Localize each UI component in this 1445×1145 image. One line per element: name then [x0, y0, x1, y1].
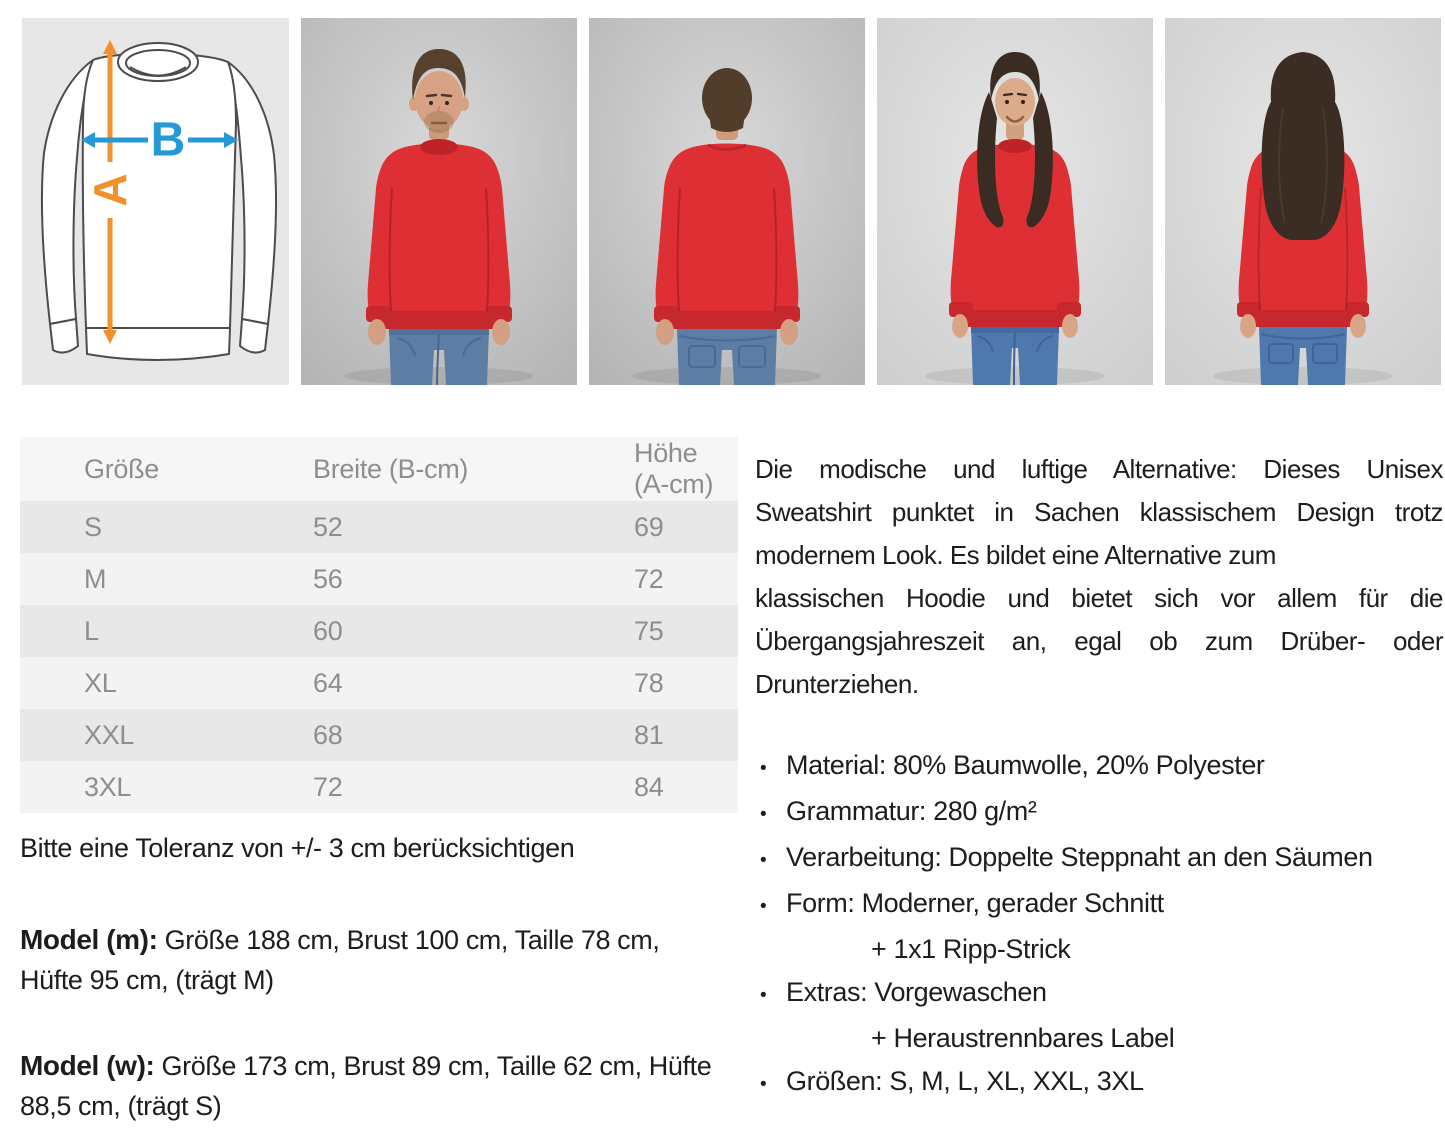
- size-table-header-row: [20, 437, 738, 501]
- table-cell: 64: [313, 667, 343, 698]
- product-info-section: [0, 437, 1445, 1126]
- feature-text: Extras: Vorgewaschen: [786, 977, 1047, 1007]
- male-front-photo-illustration: [301, 18, 577, 385]
- table-cell: XXL: [84, 719, 135, 750]
- feature-text: Grammatur: 280 g/m²: [786, 796, 1037, 826]
- table-row: [20, 605, 738, 657]
- table-cell: S: [84, 511, 102, 542]
- photo-female-back: [1165, 18, 1441, 385]
- feature-item: [755, 882, 1445, 928]
- jeans-front-w: [971, 327, 1059, 385]
- product-image-gallery: [0, 0, 1445, 385]
- sweatshirt-front: [366, 144, 512, 330]
- photo-male-front: [301, 18, 577, 385]
- table-row: [20, 657, 738, 709]
- model-m-label: Model (m):: [20, 924, 158, 955]
- bullet-icon: •: [760, 850, 767, 871]
- description-line: Übergangsjahreszeit an, egal ob zum Drüber- oder: [755, 626, 1443, 656]
- model-w-info: [20, 1046, 725, 1126]
- table-cell: 60: [313, 615, 343, 646]
- feature-text: Form: Moderner, gerader Schnitt: [786, 888, 1164, 918]
- model-w-label: Model (w):: [20, 1050, 155, 1081]
- table-cell: 3XL: [84, 771, 132, 802]
- bullet-icon: •: [760, 1074, 767, 1095]
- width-arrow-label: B: [150, 113, 186, 167]
- table-row: [20, 501, 738, 553]
- table-cell: 72: [313, 771, 343, 802]
- product-description: [755, 448, 1443, 706]
- size-table: [20, 437, 738, 813]
- table-cell: 75: [634, 615, 664, 646]
- table-cell: 84: [634, 771, 664, 802]
- sweatshirt-back: [654, 144, 800, 330]
- table-cell: 68: [313, 719, 343, 750]
- table-row: [20, 553, 738, 605]
- bullet-icon: •: [760, 985, 767, 1006]
- table-cell: 52: [313, 511, 343, 542]
- description-line: klassischen Hoodie und bietet sich vor allem für die: [755, 583, 1443, 613]
- feature-continuation: [755, 1017, 1445, 1060]
- col-header-width: Breite (B-cm): [313, 453, 469, 484]
- bullet-icon: •: [760, 804, 767, 825]
- table-cell: 72: [634, 563, 664, 594]
- description-line: Drunterziehen.: [755, 669, 919, 699]
- photo-male-back: [589, 18, 865, 385]
- feature-text: Material: 80% Baumwolle, 20% Polyester: [786, 750, 1265, 780]
- table-row: [20, 761, 738, 813]
- size-diagram-image: [22, 18, 289, 385]
- table-cell: L: [84, 615, 99, 646]
- feature-text: Größen: S, M, L, XL, XXL, 3XL: [786, 1066, 1144, 1096]
- height-arrow-label: A: [84, 173, 136, 207]
- bullet-icon: •: [760, 758, 767, 779]
- feature-item: [755, 836, 1445, 882]
- feature-list: [755, 744, 1445, 1106]
- size-diagram-graphic: [22, 18, 289, 385]
- description-column: [755, 437, 1445, 1126]
- table-cell: M: [84, 563, 107, 594]
- description-line: Die modische und luftige Alternative: Dieses Unisex: [755, 454, 1443, 484]
- description-line: Sweatshirt punktet in Sachen klassischem Design trotz: [755, 497, 1443, 527]
- table-cell: 81: [634, 719, 664, 750]
- feature-item: [755, 790, 1445, 836]
- feature-item: [755, 971, 1445, 1017]
- female-back-photo-illustration: [1165, 18, 1441, 385]
- table-cell: XL: [84, 667, 117, 698]
- tolerance-note: Bitte eine Toleranz von +/- 3 cm berücksichtigen: [20, 833, 575, 863]
- male-back-photo-illustration: [589, 18, 865, 385]
- model-m-info: [20, 920, 725, 1000]
- table-cell: 69: [634, 511, 664, 542]
- feature-item: [755, 1060, 1445, 1106]
- female-front-photo-illustration: [877, 18, 1153, 385]
- hair-back-w: [1262, 52, 1345, 240]
- feature-text: Verarbeitung: Doppelte Steppnaht an den Säumen: [786, 842, 1373, 872]
- sweatshirt-front-w: [949, 144, 1081, 327]
- table-row: [20, 709, 738, 761]
- size-info-column: [20, 437, 738, 1126]
- bullet-icon: •: [760, 896, 767, 917]
- col-header-size: Größe: [84, 453, 160, 484]
- table-cell: 78: [634, 667, 664, 698]
- description-line: modernem Look. Es bildet eine Alternative zum: [755, 540, 1276, 570]
- model-m-measurements: Größe 188 cm, Brust 100 cm, Taille 78 cm, Hüfte 95 cm, (trägt M): [20, 925, 660, 995]
- table-cell: 56: [313, 563, 343, 594]
- photo-female-front: [877, 18, 1153, 385]
- feature-item: [755, 744, 1445, 790]
- col-header-height: Höhe (A-cm): [634, 438, 714, 499]
- feature-text: + 1x1 Ripp-Strick: [871, 934, 1071, 964]
- feature-continuation: [755, 928, 1445, 971]
- model-w-measurements: Größe 173 cm, Brust 89 cm, Taille 62 cm, Hüfte 88,5 cm, (trägt S): [20, 1051, 712, 1121]
- feature-text: + Heraustrennbares Label: [871, 1023, 1175, 1053]
